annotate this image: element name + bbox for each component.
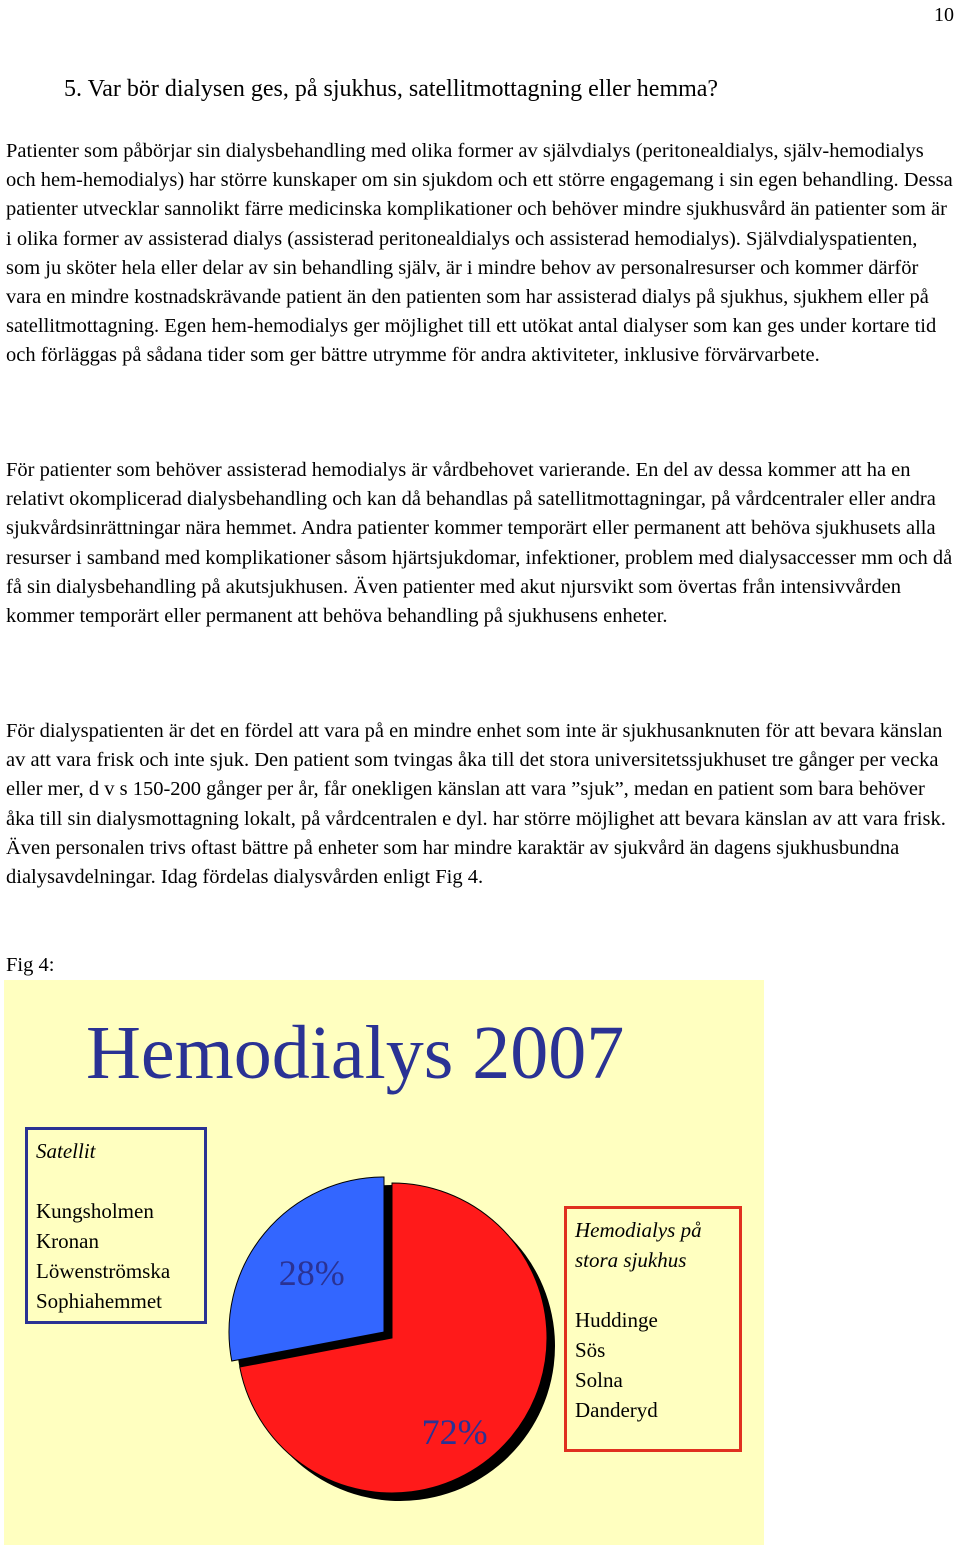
legend-sjukhus-item: Huddinge	[575, 1308, 658, 1332]
legend-sjukhus-item: Solna	[575, 1368, 623, 1392]
paragraph-1: Patienter som påbörjar sin dialysbehandling med olika former av självdialys (peritonealdialys, själv-hemodialys och hem-hemodialys) har större kunskaper om sin sjukdom och ett större engagemang i sin egen behandling. Dessa patienter utvecklar sannolikt färre medicinska komplikationer och behöver mindre sjukhusvård än patienter som är i olika former av assisterad dialys (assisterad peritonealdialys och assisterad hemodialys). Självdialyspatienten, som ju sköter hela eller delar av sin behandling själv, är i mindre behov av personalresurser och kommer därför vara en mindre kostnadskrävande patient än den patienten som har assisterad dialys på sjukhus, sjukhem eller på satellitmottagning. Egen hem-hemodialys ger möjlighet till ett utökat antal dialyser som kan ges under kortare tid och förläggas på sådana tider som ger bättre utrymme för andra aktiviteter, inklusive förvärvarbete.	[6, 140, 953, 367]
legend-sjukhus-header: Hemodialys på stora sjukhus	[575, 1218, 702, 1272]
figure-label: Fig 4:	[6, 954, 55, 976]
slice-label-sjukhus: 72%	[421, 1412, 488, 1453]
legend-satellit-header: Satellit	[36, 1139, 96, 1163]
slice-label-satellit: 28%	[278, 1252, 345, 1293]
page-number: 10	[934, 4, 954, 26]
paragraph-3: För dialyspatienten är det en fördel att vara på en mindre enhet som inte är sjukhusanknuten för att bevara känslan av att vara frisk och inte sjuk. Den patient som tvingas åka till det stora universitetssjukhuset tre gånger per vecka eller mer, d v s 150-200 gånger per år, får onekligen känslan att vara ”sjuk”, medan en patient som bara behöver åka till sin dialysmottagning lokalt, på vårdcentralen e dyl. har större möjlighet att bevara känslan av att vara frisk. Även personalen trivs oftast bättre på enheter som har mindre karaktär av sjukvård än dagens sjukhusbundna dialysavdelningar. Idag fördelas dialysvården enligt Fig 4.	[6, 720, 946, 889]
legend-satellit-item: Kungsholmen	[36, 1199, 154, 1223]
legend-satellit-item: Kronan	[36, 1229, 99, 1253]
pie-chart-figure	[4, 980, 764, 1545]
legend-satellit-item: Löwenströmska	[36, 1259, 171, 1283]
paragraph-2: För patienter som behöver assisterad hemodialys är vårdbehovet varierande. En del av dessa kommer att ha en relativt okomplicerad dialysbehandling och kan då behandlas på satellitmottagningar, på vårdcentraler eller andra sjukvårdsinrättningar nära hemmet. Andra patienter kommer temporärt eller permanent att behöva sjukhusets alla resurser i samband med komplikationer såsom hjärtsjukdomar, infektioner, problem med dialysaccesser mm och då få sin dialysbehandling på akutsjukhusen. Även patienter med akut njursvikt som övertas från intensivvården kommer temporärt eller permanent att behöva behandling på sjukhusens enheter.	[6, 459, 953, 628]
legend-satellit	[25, 1127, 207, 1324]
chart-title: Hemodialys 2007	[86, 1011, 625, 1095]
legend-sjukhus	[564, 1206, 742, 1452]
legend-satellit-item: Sophiahemmet	[36, 1289, 162, 1313]
section-heading: 5. Var bör dialysen ges, på sjukhus, satellitmottagning eller hemma?	[64, 76, 719, 102]
legend-sjukhus-item: Danderyd	[575, 1398, 658, 1422]
legend-sjukhus-item: Sös	[575, 1338, 606, 1362]
